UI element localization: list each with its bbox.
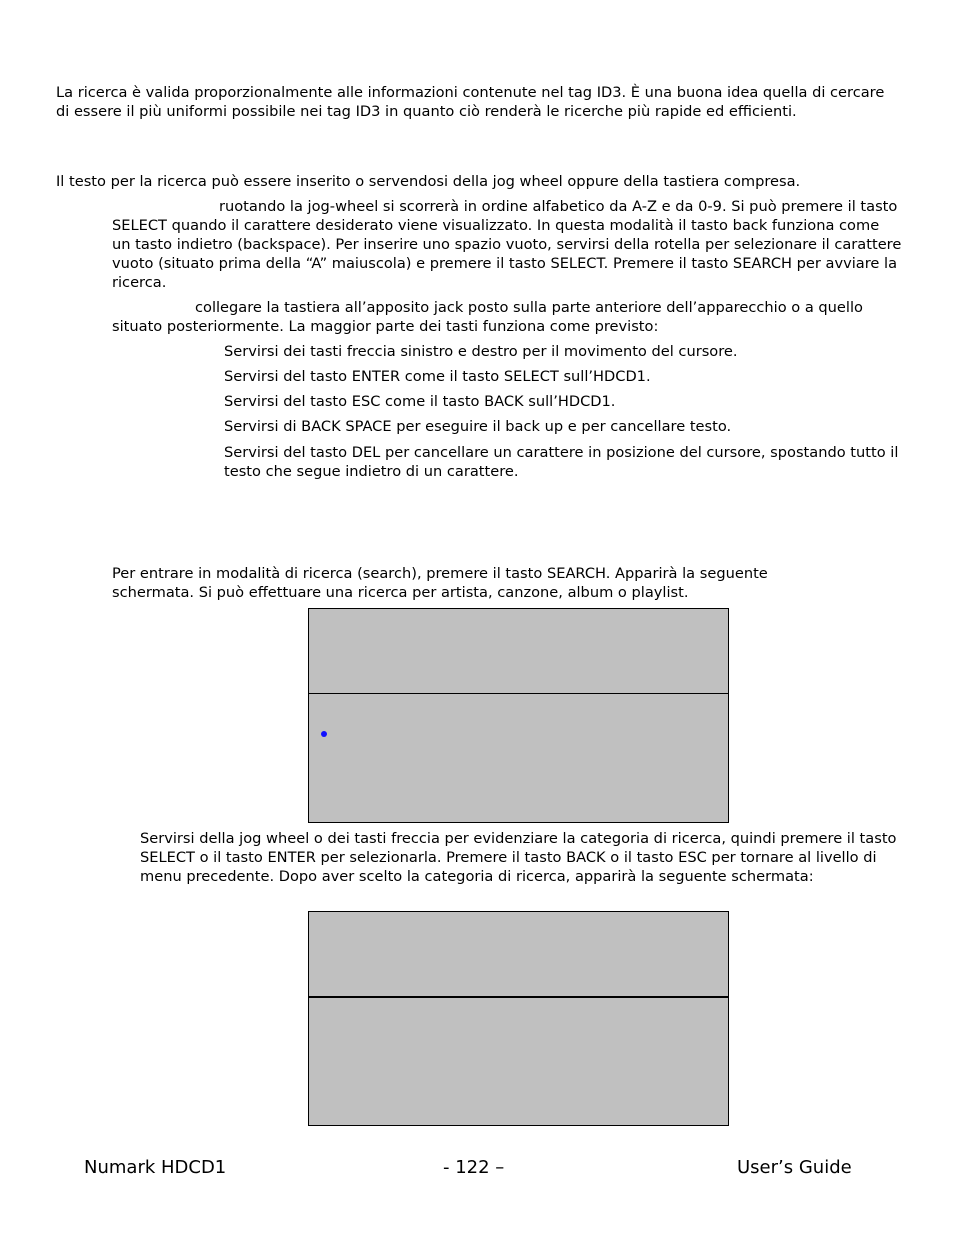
search-entry-screen [308,911,729,1126]
intro-paragraph: La ricerca è valida proporzionalmente alle informazioni contenute nel tag ID3. È una buona idea quella di cercare di essere il più uniformi possibile nei tag ID3 in quanto ciò renderà le ricerche più rapide ed efficienti. [56,84,885,120]
screen-divider [309,693,728,694]
keyboard-item-backspace: Servirsi di BACK SPACE per eseguire il back up e per cancellare testo. [224,418,732,435]
jog-wheel-paragraph: ruotando la jog-wheel si scorrerà in ordine alfabetico da A-Z e da 0-9. Si può premere il tasto SELECT quando il carattere desiderato viene visualizzato. In questa modalità il tasto back funziona come un tasto indietro (backspace). Per inserire uno spazio vuoto, servirsi della rotella per selezionare il carattere vuoto (situato prima della “A” maiuscola) e premere il tasto SELECT. Premere il tasto SEARCH per avviare la ricerca. [112,198,902,291]
search-intro-paragraph: Per entrare in modalità di ricerca (search), premere il tasto SEARCH. Apparirà la seguente schermata. Si può effettuare una ricerca per artista, canzone, album o playlist. [112,565,768,601]
keyboard-item-arrows: Servirsi dei tasti freccia sinistro e destro per il movimento del cursore. [224,343,738,360]
text-entry-intro: Il testo per la ricerca può essere inserito o servendosi della jog wheel oppure della tastiera compresa. [56,173,801,190]
screen-divider [309,996,728,998]
category-select-paragraph: Servirsi della jog wheel o dei tasti freccia per evidenziare la categoria di ricerca, quindi premere il tasto SELECT o il tasto ENTER per selezionarla. Premere il tasto BACK o il tasto ESC per tornare al livello di menu precedente. Dopo aver scelto la categoria di ricerca, apparirà la seguente schermata: [140,830,897,885]
keyboard-item-enter: Servirsi del tasto ENTER come il tasto SELECT sull’HDCD1. [224,368,651,385]
selection-dot-icon [321,731,327,737]
keyboard-item-esc: Servirsi del tasto ESC come il tasto BACK sull’HDCD1. [224,393,616,410]
footer-guide: User’s Guide [737,1157,852,1178]
keyboard-paragraph: collegare la tastiera all’apposito jack posto sulla parte anteriore dell’apparecchio o a quello situato posteriormente. La maggior parte dei tasti funziona come previsto: [112,299,863,335]
footer-page-number: - 122 – [443,1157,505,1178]
keyboard-item-del: Servirsi del tasto DEL per cancellare un carattere in posizione del cursore, spostando tutto il testo che segue indietro di un carattere. [224,444,899,480]
footer-product: Numark HDCD1 [84,1157,227,1178]
search-category-screen [308,608,729,823]
